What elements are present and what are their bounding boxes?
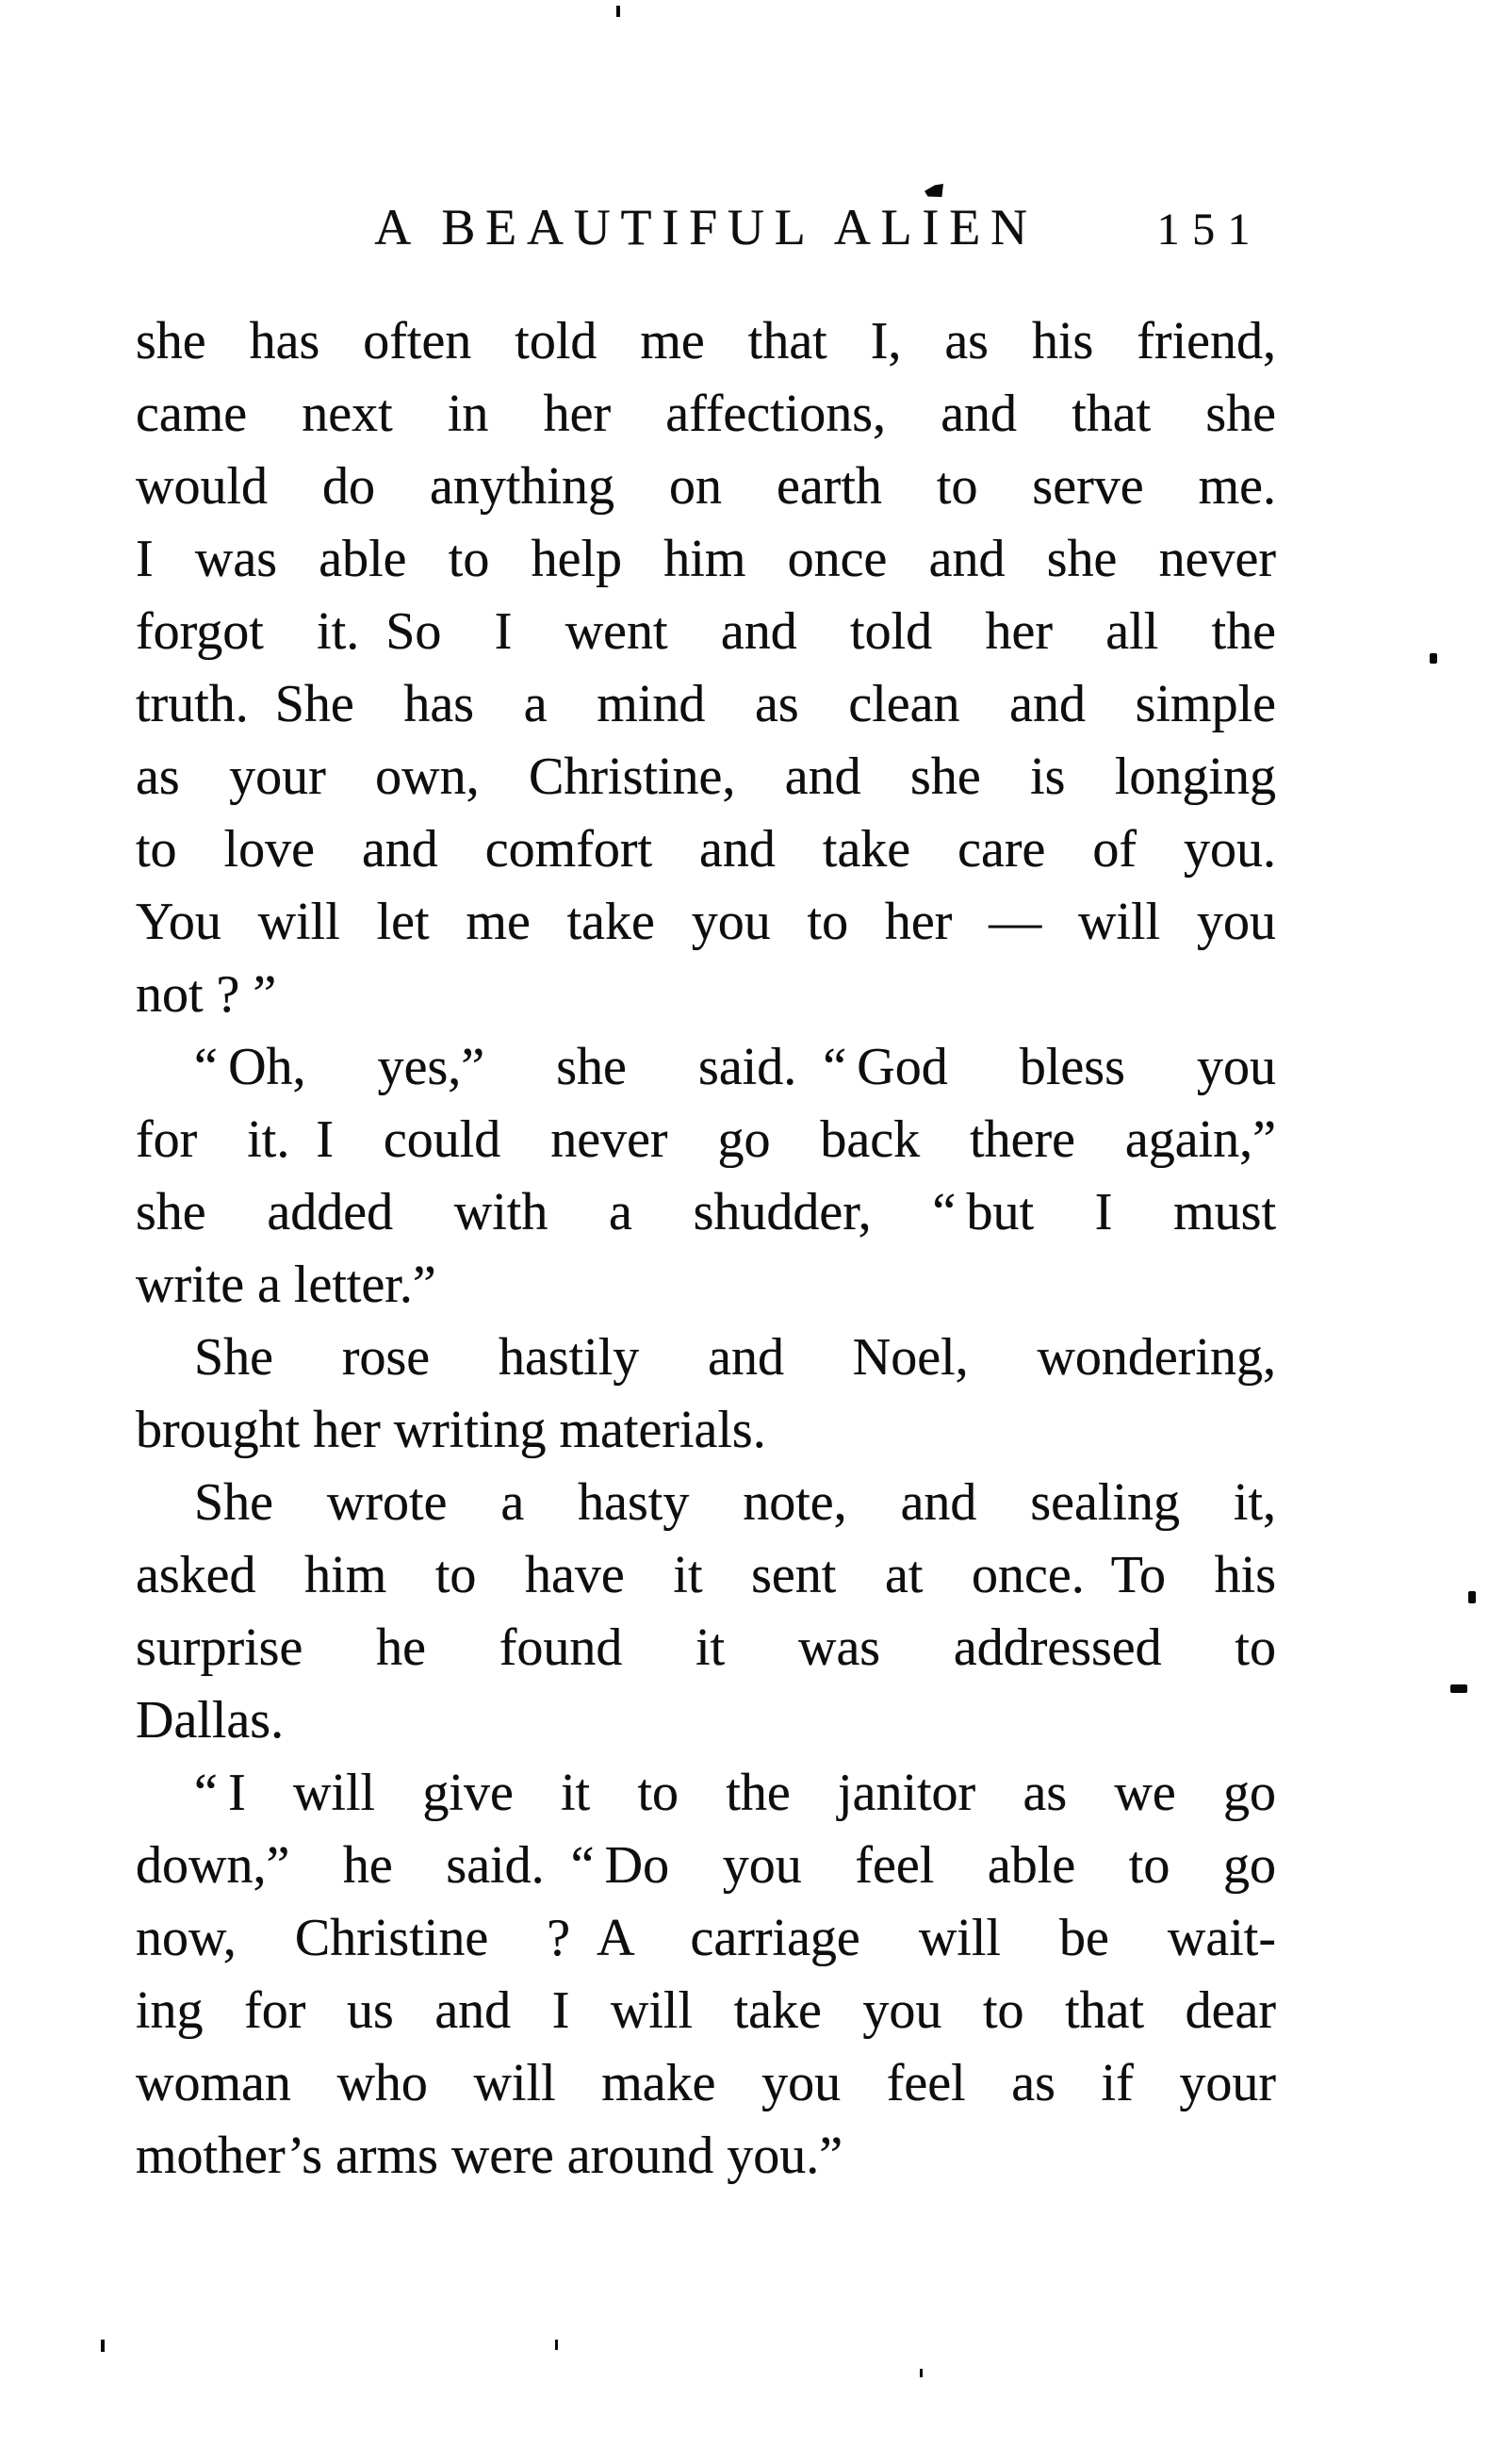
text-line: She wrote a hasty note, and sealing it, xyxy=(194,1473,1276,1532)
body-text xyxy=(136,305,1276,2193)
text-line: She rose hastily and Noel, wondering, xyxy=(194,1328,1276,1387)
text-line: she has often told me that I, as his friend, xyxy=(136,312,1276,370)
text-line: mother’s arms were around you.” xyxy=(136,2127,843,2185)
ink-speck xyxy=(1468,1591,1476,1603)
text-line: brought her writing materials. xyxy=(136,1401,766,1459)
ink-speck xyxy=(1450,1684,1467,1693)
ink-speck xyxy=(101,2340,105,2352)
running-title: A BEAUTIFUL ALIEN xyxy=(374,199,1038,255)
text-line: forgot it. So I went and told her all the xyxy=(136,602,1276,661)
text-line: surprise he found it was addressed to xyxy=(136,1618,1276,1677)
text-line: would do anything on earth to serve me. xyxy=(136,457,1276,516)
page-number: 151 xyxy=(1156,205,1263,255)
paragraph xyxy=(136,305,1276,1031)
paragraph xyxy=(136,1757,1276,2193)
text-line: not ? ” xyxy=(136,965,277,1024)
page-header xyxy=(136,198,1276,264)
ink-speck xyxy=(555,2340,558,2350)
text-line: Dallas. xyxy=(136,1691,285,1749)
text-line: woman who will make you feel as if your xyxy=(136,2054,1276,2112)
ink-speck xyxy=(920,2369,923,2377)
text-line: to love and comfort and take care of you. xyxy=(136,820,1276,879)
text-line: ing for us and I will take you to that dear xyxy=(136,1981,1276,2040)
text-line: “ I will give it to the janitor as we go xyxy=(194,1764,1276,1822)
text-line: down,” he said. “ Do you feel able to go xyxy=(136,1836,1276,1895)
text-line: for it. I could never go back there again,” xyxy=(136,1110,1276,1169)
ink-speck xyxy=(616,6,620,17)
text-line: You will let me take you to her — will you xyxy=(136,893,1276,951)
text-line: “ Oh, yes,” she said. “ God bless you xyxy=(194,1038,1276,1096)
paragraph xyxy=(136,1031,1276,1322)
ink-blemish xyxy=(924,184,943,197)
text-line: she added with a shudder, “ but I must xyxy=(136,1183,1276,1241)
ink-speck xyxy=(1430,653,1437,664)
text-line: I was able to help him once and she never xyxy=(136,530,1276,588)
text-line: asked him to have it sent at once. To his xyxy=(136,1546,1276,1604)
text-line: as your own, Christine, and she is longing xyxy=(136,747,1276,806)
text-line: truth. She has a mind as clean and simple xyxy=(136,675,1276,733)
text-line: now, Christine ? A carriage will be wait- xyxy=(136,1909,1276,1967)
paragraph xyxy=(136,1467,1276,1757)
text-line: write a letter.” xyxy=(136,1256,436,1314)
text-line: came next in her affections, and that she xyxy=(136,385,1276,443)
paragraph xyxy=(136,1322,1276,1467)
